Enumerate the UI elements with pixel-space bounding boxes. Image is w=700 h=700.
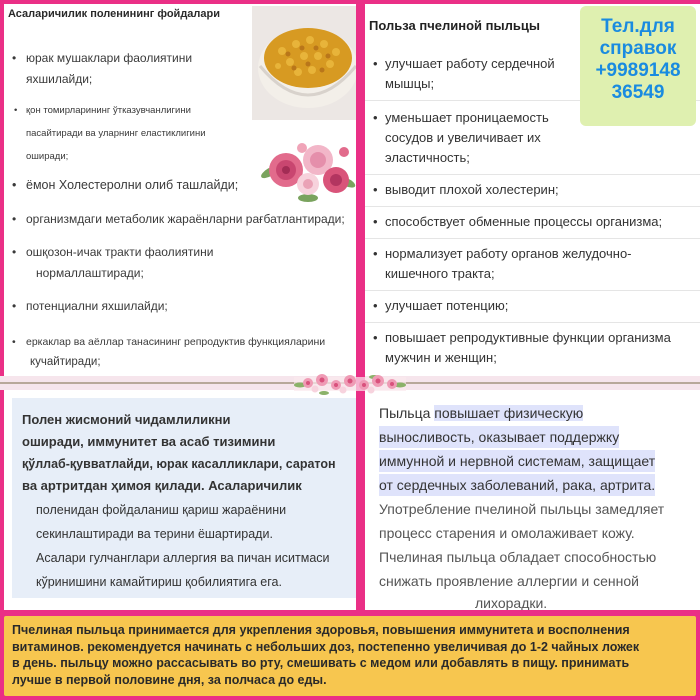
uzbek-summary-line: қўллаб-қувватлайди, юрак касалликлари, саратон	[22, 457, 336, 471]
phone-info-box	[580, 6, 696, 126]
phone-label: справок	[599, 38, 677, 59]
phone-number: 36549	[611, 82, 665, 103]
russian-benefit-item: • уменьшает проницаемость сосудов и увеличивает их эластичность;	[373, 110, 549, 165]
uzbek-summary-line: кўринишини камайтириш қобилиятига ега.	[36, 575, 282, 589]
uzbek-benefits-title: Асаларичилик поленининг фойдалари	[8, 8, 221, 20]
russian-benefits-title: Польза пчелиной пыльцы	[369, 18, 540, 33]
uzbek-summary-line: Асалари гулчанглари аллергия ва пичан иситмаси	[36, 551, 330, 565]
footer-line: лучше в первой половине дня, за полчаса до еды.	[12, 672, 327, 687]
dosage-info-footer	[4, 616, 696, 696]
pollen-bowl-image	[252, 6, 356, 120]
uzbek-summary-panel	[4, 390, 356, 610]
footer-line: Пчелиная пыльца принимается для укрепления здоровья, повышения иммунитета и восполнения	[12, 623, 630, 637]
uzbek-benefit-item: • еркаклар ва аёллар танасининг репродуктив функцияларини кучайтиради;	[12, 336, 326, 368]
russian-summary-line: процесс старения и омолаживает кожу.	[379, 525, 635, 541]
russian-summary-line: от сердечных заболеваний, рака, артрита.	[379, 474, 655, 496]
footer-line: в день. пыльцу можно рассасывать во рту, смешивать с медом или добавлять в пищу. принимать	[12, 656, 630, 670]
uzbek-summary-line: Полен жисмоний чидамлиликни	[22, 412, 231, 427]
footer-line: витаминов. рекомендуется начинать с небольших доз, постепенно увеличивая до 1-2 чайных ложек	[12, 639, 640, 654]
russian-summary-line: иммунной и нервной системам, защищает	[379, 450, 655, 472]
russian-summary-panel	[365, 390, 700, 610]
uzbek-benefits-panel	[4, 4, 356, 376]
uzbek-benefit-item: • организмдаги метаболик жараёнларни рағбатлантиради;	[12, 212, 345, 226]
uzbek-summary-line: поленидан фойдаланиш қариш жараёнини	[36, 503, 287, 517]
russian-benefit-item: • выводит плохой холестерин;	[373, 182, 559, 197]
uzbek-summary-line: секинлаштиради ва терини ёшартиради.	[36, 527, 273, 541]
russian-benefit-item: • способствует обменные процессы организма;	[373, 214, 663, 229]
russian-summary-line: снижать проявление аллергии и сенной	[379, 573, 639, 589]
uzbek-benefit-item: • ошқозон-ичак тракти фаолиятини нормаллаштиради;	[12, 245, 214, 280]
uzbek-summary-box	[12, 398, 356, 598]
russian-benefit-item: • нормализует работу органов желудочно- кишечного тракта;	[373, 246, 632, 281]
uzbek-benefit-item: • ёмон Холестеролни олиб ташлайди;	[12, 178, 239, 192]
peony-bouquet-image	[256, 132, 356, 206]
russian-benefit-item: • улучшает потенцию;	[373, 298, 509, 313]
russian-summary-line: Пчелиная пыльца обладает способностью	[379, 549, 657, 565]
uzbek-summary-line: ва артритдан ҳимоя қилади. Асаларичилик	[22, 478, 302, 493]
uzbek-benefit-item: • потенциални яхшилайди;	[12, 299, 168, 313]
russian-benefit-item: • улучшает работу сердечной мышцы;	[373, 56, 555, 91]
russian-benefit-item: • повышает репродуктивные функции организма мужчин и женщин;	[373, 330, 671, 365]
russian-summary-line: Пыльца повышает физическую	[379, 405, 584, 421]
russian-summary-line: лихорадки.	[475, 595, 548, 610]
phone-label: Тел.для	[601, 16, 675, 37]
russian-summary-line: выносливость, оказывает поддержку	[379, 426, 619, 448]
russian-summary-line: Употребление пчелиной пыльцы замедляет	[379, 501, 665, 517]
uzbek-summary-line: оширади, иммунитет ва асаб тизимини	[22, 434, 276, 449]
vertical-divider	[356, 4, 365, 610]
flower-garland-image	[294, 369, 406, 399]
uzbek-benefit-item: • қон томирларининг ўтказувчанлигини пасайтиради ва уларнинг еластиклигини оширади;	[14, 105, 206, 162]
uzbek-benefit-item: • юрак мушаклари фаолиятини яхшилайди;	[12, 51, 193, 86]
phone-number: +9989148	[595, 60, 681, 81]
